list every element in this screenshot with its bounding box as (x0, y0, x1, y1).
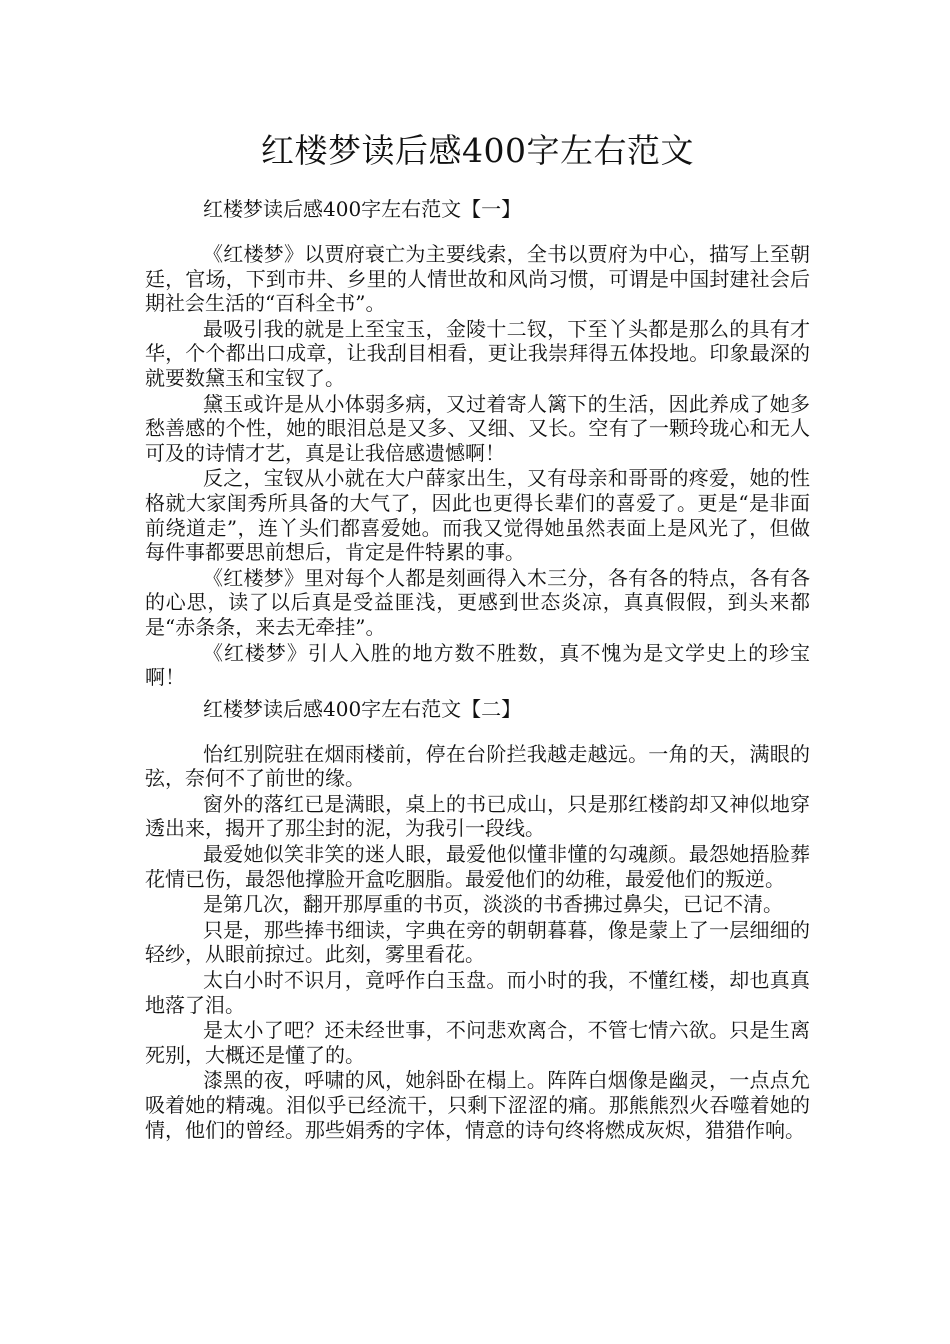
paragraph: 太白小时不识月，竟呼作白玉盘。而小时的我，不懂红楼，却也真真地落了泪。 (145, 968, 810, 1017)
paragraph: 反之，宝钗从小就在大户薛家出生，又有母亲和哥哥的疼爱，她的性格就大家闺秀所具备的大气了，因此也更得长辈们的喜爱了。更是“是非面前绕道走”，连丫头们都喜爱她。而我又觉得她虽然表面上是风光了，但做每件事都要思前想后，肯定是件特累的事。 (145, 466, 810, 565)
paragraph: 只是，那些捧书细读，字典在旁的朝朝暮暮，像是蒙上了一层细细的轻纱，从眼前掠过。此刻，雾里看花。 (145, 917, 810, 967)
paragraph: 最爱她似笑非笑的迷人眼，最爱他似懂非懂的勾魂颜。最怨她捂脸葬花情已伤，最怨他撑脸开盒吃胭脂。最爱他们的幼稚，最爱他们的叛逆。 (145, 842, 810, 891)
paragraph: 怡红别院驻在烟雨楼前，停在台阶拦我越走越远。一角的天，满眼的弦，奈何不了前世的缘。 (145, 741, 810, 791)
section-one (145, 196, 810, 690)
paragraph: 最吸引我的就是上至宝玉，金陵十二钗，下至丫头都是那么的具有才华，个个都出口成章，让我刮目相看，更让我崇拜得五体投地。印象最深的就要数黛玉和宝钗了。 (145, 316, 810, 390)
section-heading: 红楼梦读后感400字左右范文【一】 (203, 197, 522, 221)
section-two (145, 696, 810, 1143)
paragraph: 窗外的落红已是满眼，桌上的书已成山，只是那红楼韵却又神似地穿透出来，揭开了那尘封的泥，为我引一段线。 (145, 791, 810, 841)
document-title: 红楼梦读后感400字左右范文 (261, 131, 694, 170)
paragraph: 是太小了吧？还未经世事，不问悲欢离合，不管七情六欲。只是生离死别，大概还是懂了的。 (145, 1018, 810, 1067)
paragraph: 《红楼梦》里对每个人都是刻画得入木三分，各有各的特点，各有各的心思，读了以后真是受益匪浅，更感到世态炎凉，真真假假，到头来都是“赤条条，来去无牵挂”。 (145, 565, 810, 639)
paragraph: 黛玉或许是从小体弱多病，又过着寄人篱下的生活，因此养成了她多愁善感的个性，她的眼泪总是又多、又细、又长。空有了一颗玲珑心和无人可及的诗情才艺，真是让我倍感遗憾啊！ (145, 391, 810, 465)
section-heading: 红楼梦读后感400字左右范文【二】 (203, 696, 522, 721)
paragraph: 《红楼梦》引人入胜的地方数不胜数，真不愧为是文学史上的珍宝啊！ (145, 640, 810, 690)
paragraph: 是第几次，翻开那厚重的书页，淡淡的书香拂过鼻尖，已记不清。 (203, 892, 783, 917)
paragraph: 漆黑的夜，呼啸的风，她斜卧在榻上。阵阵白烟像是幽灵，一点点允吸着她的精魂。泪似乎已经流干，只剩下涩涩的痛。那熊熊烈火吞噬着她的情，他们的曾经。那些娟秀的字体，情意的诗句终将燃成灰烬，猎猎作响。 (145, 1068, 810, 1142)
paragraph: 《红楼梦》以贾府衰亡为主要线索，全书以贾府为中心，描写上至朝廷，官场，下到市井、乡里的人情世故和风尚习惯，可谓是中国封建社会后期社会生活的“百科全书”。 (145, 242, 810, 316)
